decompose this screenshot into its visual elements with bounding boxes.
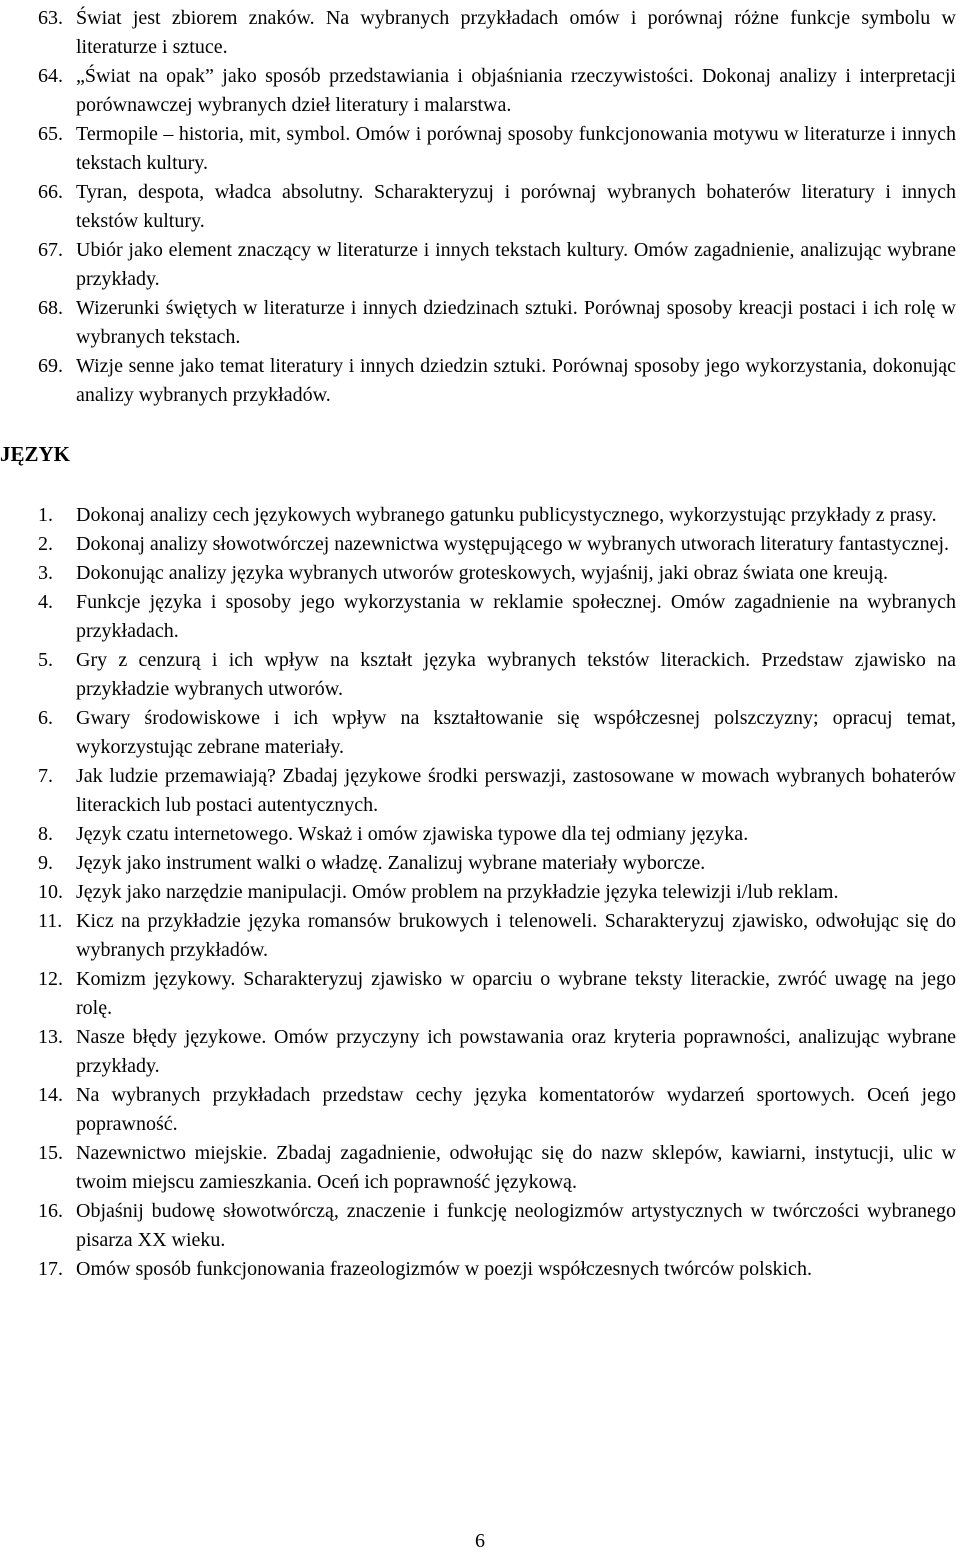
topic-item xyxy=(0,646,960,704)
topic-number: 68. xyxy=(38,297,63,319)
topic-number: 12. xyxy=(38,968,63,990)
topic-number: 67. xyxy=(38,239,63,261)
topic-text: „Świat na opak” jako sposób przedstawiania i objaśniania rzeczywistości. Dokonaj analizy i interpretacji porównawczej wybranych dzieł literatury i malarstwa. xyxy=(76,65,956,116)
topic-item xyxy=(0,236,960,294)
topic-item xyxy=(0,762,960,820)
topic-text: Dokonaj analizy słowotwórczej nazewnictwa występującego w wybranych utworach literatury fantastycznej. xyxy=(76,533,949,555)
topic-text: Język jako instrument walki o władzę. Zanalizuj wybrane materiały wyborcze. xyxy=(76,852,706,874)
topic-number: 11. xyxy=(38,910,63,932)
topic-text: Na wybranych przykładach przedstaw cechy języka komentatorów wydarzeń sportowych. Oceń jego poprawność. xyxy=(76,1084,956,1135)
topic-number: 64. xyxy=(38,65,63,87)
topic-item xyxy=(0,588,960,646)
topic-text: Jak ludzie przemawiają? Zbadaj językowe środki perswazji, zastosowane w mowach wybranych bohaterów literackich lub postaci autentycznych. xyxy=(76,765,956,816)
topic-number: 65. xyxy=(38,123,63,145)
topic-item xyxy=(0,559,960,588)
topic-text: Gwary środowiskowe i ich wpływ na kształtowanie się współczesnej polszczyzny; opracuj temat, wykorzystując zebrane materiały. xyxy=(76,707,956,758)
topic-text: Omów sposób funkcjonowania frazeologizmów w poezji współczesnych twórców polskich. xyxy=(76,1258,812,1280)
topic-text: Ubiór jako element znaczący w literaturze i innych tekstach kultury. Omów zagadnienie, analizując wybrane przykłady. xyxy=(76,239,956,290)
topic-text: Nazewnictwo miejskie. Zbadaj zagadnienie, odwołując się do nazw sklepów, kawiarni, instytucji, ulic w twoim miejscu zamieszkania. Oceń ich poprawność językową. xyxy=(76,1142,956,1193)
topic-number: 13. xyxy=(38,1026,63,1048)
topic-item xyxy=(0,1255,960,1284)
page-number: 6 xyxy=(475,1530,485,1552)
topic-number: 8. xyxy=(38,823,53,845)
topic-item xyxy=(0,530,960,559)
topic-item xyxy=(0,1023,960,1081)
topic-text: Funkcje języka i sposoby jego wykorzystania w reklamie społecznej. Omów zagadnienie na wybranych przykładach. xyxy=(76,591,956,642)
topic-item xyxy=(0,4,960,62)
topic-number: 66. xyxy=(38,181,63,203)
topic-item xyxy=(0,120,960,178)
topic-number: 1. xyxy=(38,504,53,526)
topic-item xyxy=(0,1081,960,1139)
topic-number: 4. xyxy=(38,591,53,613)
topic-item xyxy=(0,352,960,410)
topic-item xyxy=(0,1197,960,1255)
topic-number: 6. xyxy=(38,707,53,729)
topic-number: 2. xyxy=(38,533,53,555)
section-title-jezyk: JĘZYK xyxy=(0,442,71,466)
topic-text: Gry z cenzurą i ich wpływ na kształt języka wybranych tekstów literackich. Przedstaw zjawisko na przykładzie wybranych utworów. xyxy=(76,649,956,700)
topic-item xyxy=(0,965,960,1023)
topic-text: Objaśnij budowę słowotwórczą, znaczenie i funkcję neologizmów artystycznych w twórczości wybranego pisarza XX wieku. xyxy=(76,1200,956,1251)
topic-number: 14. xyxy=(38,1084,63,1106)
topic-text: Nasze błędy językowe. Omów przyczyny ich powstawania oraz kryteria poprawności, analizując wybrane przykłady. xyxy=(76,1026,956,1077)
topic-number: 17. xyxy=(38,1258,63,1280)
topic-item xyxy=(0,294,960,352)
topic-text: Dokonaj analizy cech językowych wybranego gatunku publicystycznego, wykorzystując przykłady z prasy. xyxy=(76,504,937,526)
topic-text: Tyran, despota, władca absolutny. Scharakteryzuj i porównaj wybranych bohaterów literatury i innych tekstów kultury. xyxy=(76,181,956,232)
topic-number: 9. xyxy=(38,852,53,874)
topic-number: 10. xyxy=(38,881,63,903)
topic-item xyxy=(0,1139,960,1197)
topic-text: Kicz na przykładzie języka romansów brukowych i telenoweli. Scharakteryzuj zjawisko, odwołując się do wybranych przykładów. xyxy=(76,910,956,961)
topic-item xyxy=(0,178,960,236)
topic-item xyxy=(0,820,960,849)
language-topic-list xyxy=(0,501,960,1284)
topic-number: 69. xyxy=(38,355,63,377)
topic-item xyxy=(0,907,960,965)
topic-text: Język jako narzędzie manipulacji. Omów problem na przykładzie języka telewizji i/lub reklam. xyxy=(76,881,839,903)
topic-item xyxy=(0,849,960,878)
topic-number: 7. xyxy=(38,765,53,787)
topic-item xyxy=(0,704,960,762)
topic-number: 15. xyxy=(38,1142,63,1164)
topic-text: Wizje senne jako temat literatury i innych dziedzin sztuki. Porównaj sposoby jego wykorzystania, dokonując analizy wybranych przykładów. xyxy=(76,355,956,406)
topic-text: Wizerunki świętych w literaturze i innych dziedzinach sztuki. Porównaj sposoby kreacji postaci i ich rolę w wybranych tekstach. xyxy=(76,297,956,348)
topic-item xyxy=(0,62,960,120)
topic-item xyxy=(0,501,960,530)
topic-text: Termopile – historia, mit, symbol. Omów i porównaj sposoby funkcjonowania motywu w literaturze i innych tekstach kultury. xyxy=(76,123,956,174)
topic-number: 5. xyxy=(38,649,53,671)
topic-text: Dokonując analizy języka wybranych utworów groteskowych, wyjaśnij, jaki obraz świata one kreują. xyxy=(76,562,888,584)
literature-topic-list xyxy=(0,4,960,410)
topic-text: Świat jest zbiorem znaków. Na wybranych przykładach omów i porównaj różne funkcje symbolu w literaturze i sztuce. xyxy=(76,7,956,58)
topic-number: 16. xyxy=(38,1200,63,1222)
topic-text: Język czatu internetowego. Wskaż i omów zjawiska typowe dla tej odmiany języka. xyxy=(76,823,749,845)
topic-number: 63. xyxy=(38,7,63,29)
topic-number: 3. xyxy=(38,562,53,584)
topic-text: Komizm językowy. Scharakteryzuj zjawisko w oparciu o wybrane teksty literackie, zwróć uwagę na jego rolę. xyxy=(76,968,956,1019)
topic-item xyxy=(0,878,960,907)
